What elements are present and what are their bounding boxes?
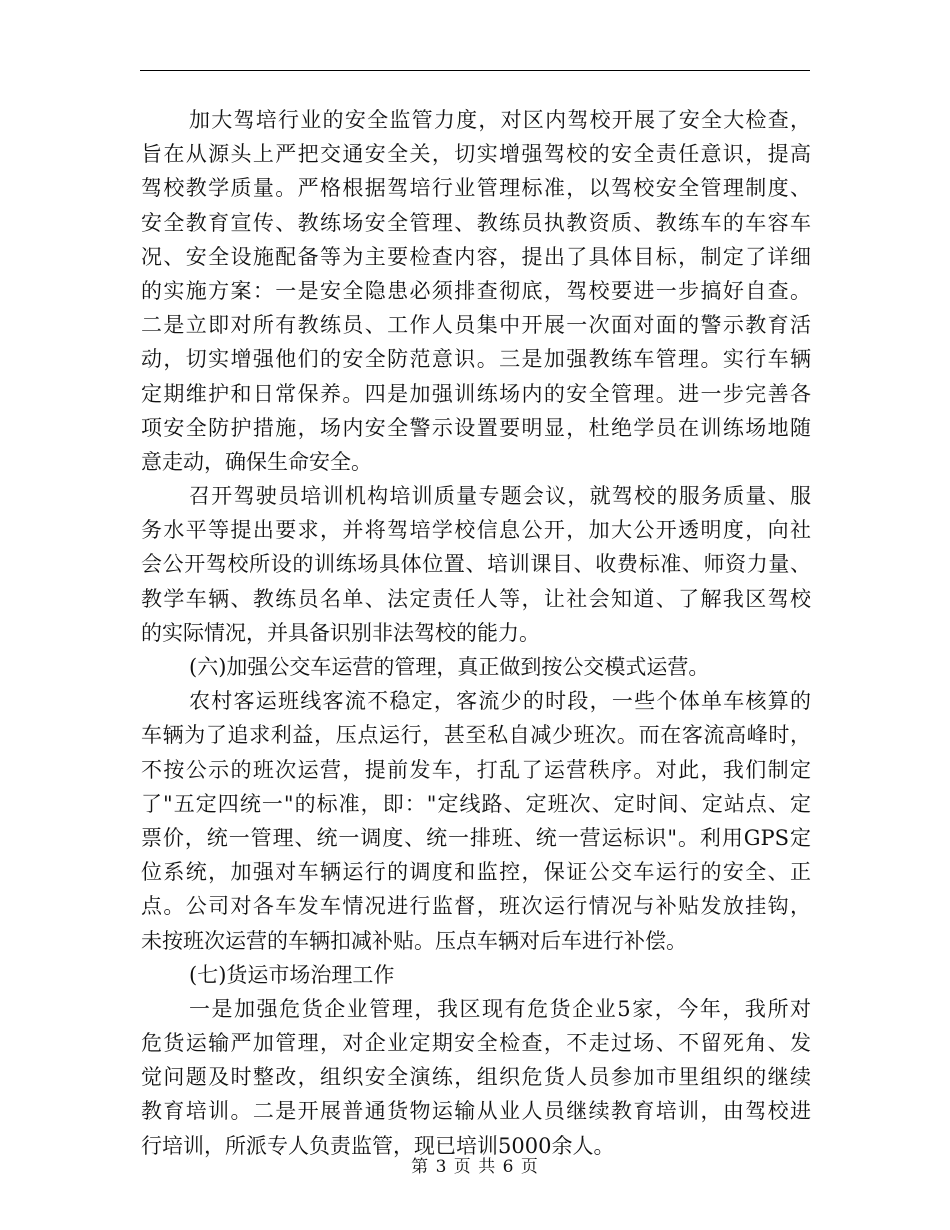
text-line: 旨在从源头上严把交通安全关，切实增强驾校的安全责任意识，提高: [141, 142, 811, 167]
text-line: 车辆为了追求利益，压点运行，甚至私自减少班次。而在客流高峰时，: [141, 723, 811, 748]
text-line: 意走动，确保生命安全。: [141, 449, 372, 474]
section-heading: (七)货运市场治理工作: [189, 962, 395, 987]
document-body: [141, 103, 811, 1163]
header-rule: [140, 70, 810, 71]
text-line: 召开驾驶员培训机构培训质量专题会议，就驾校的服务质量、服: [189, 484, 811, 509]
text-line: 票价，统一管理、统一调度、统一排班、统一营运标识"。利用GPS定: [141, 825, 811, 850]
text-line: 不按公示的班次运营，提前发车，打乱了运营秩序。对此，我们制定: [141, 757, 811, 782]
text-line: 位系统，加强对车辆运行的调度和监控，保证公交车运行的安全、正: [141, 860, 811, 885]
text-line: 未按班次运营的车辆扣减补贴。压点车辆对后车进行补偿。: [141, 928, 687, 953]
text-line: 驾校教学质量。严格根据驾培行业管理标准，以驾校安全管理制度、: [141, 176, 811, 201]
text-line: 动，切实增强他们的安全防范意识。三是加强教练车管理。实行车辆: [141, 347, 811, 372]
text-line: 行培训，所派专人负责监管，现已培训5000余人。: [141, 1133, 615, 1158]
text-line: 项安全防护措施，场内安全警示设置要明显，杜绝学员在训练场地随: [141, 415, 811, 440]
text-line: 会公开驾校所设的训练场具体位置、培训课目、收费标准、师资力量、: [141, 552, 811, 577]
text-line: 安全教育宣传、教练场安全管理、教练员执教资质、教练车的车容车: [141, 210, 811, 235]
text-line: 加大驾培行业的安全监管力度，对区内驾校开展了安全大检查，: [189, 108, 811, 132]
section-heading: (六)加强公交车运营的管理，真正做到按公交模式运营。: [189, 655, 710, 679]
text-line: 一是加强危货企业管理，我区现有危货企业5家，今年，我所对: [189, 996, 811, 1021]
text-line: 了"五定四统一"的标准，即："定线路、定班次、定时间、定站点、定: [141, 791, 811, 816]
text-line: 农村客运班线客流不稳定，客流少的时段，一些个体单车核算的: [189, 689, 811, 714]
text-line: 二是立即对所有教练员、工作人员集中开展一次面对面的警示教育活: [141, 313, 811, 338]
text-line: 教学车辆、教练员名单、法定责任人等，让社会知道、了解我区驾校: [141, 586, 811, 611]
text-line: 觉问题及时整改，组织安全演练，组织危货人员参加市里组织的继续: [141, 1065, 811, 1090]
text-line: 务水平等提出要求，并将驾培学校信息公开，加大公开透明度，向社: [141, 518, 811, 543]
text-line: 点。公司对各车发车情况进行监督，班次运行情况与补贴发放挂钩，: [141, 894, 811, 919]
text-line: 的实施方案：一是安全隐患必须排查彻底，驾校要进一步搞好自查。: [141, 278, 811, 303]
text-line: 危货运输严加管理，对企业定期安全检查，不走过场、不留死角、发: [141, 1031, 811, 1056]
text-line: 定期维护和日常保养。四是加强训练场内的安全管理。进一步完善各: [141, 381, 811, 406]
text-line: 的实际情况，并具备识别非法驾校的能力。: [141, 620, 540, 645]
text-line: 教育培训。二是开展普通货物运输从业人员继续教育培训，由驾校进: [141, 1099, 811, 1124]
text-line: 况、安全设施配备等为主要检查内容，提出了具体目标，制定了详细: [141, 244, 811, 269]
page-number-footer: 第 3 页 共 6 页: [411, 1157, 539, 1177]
